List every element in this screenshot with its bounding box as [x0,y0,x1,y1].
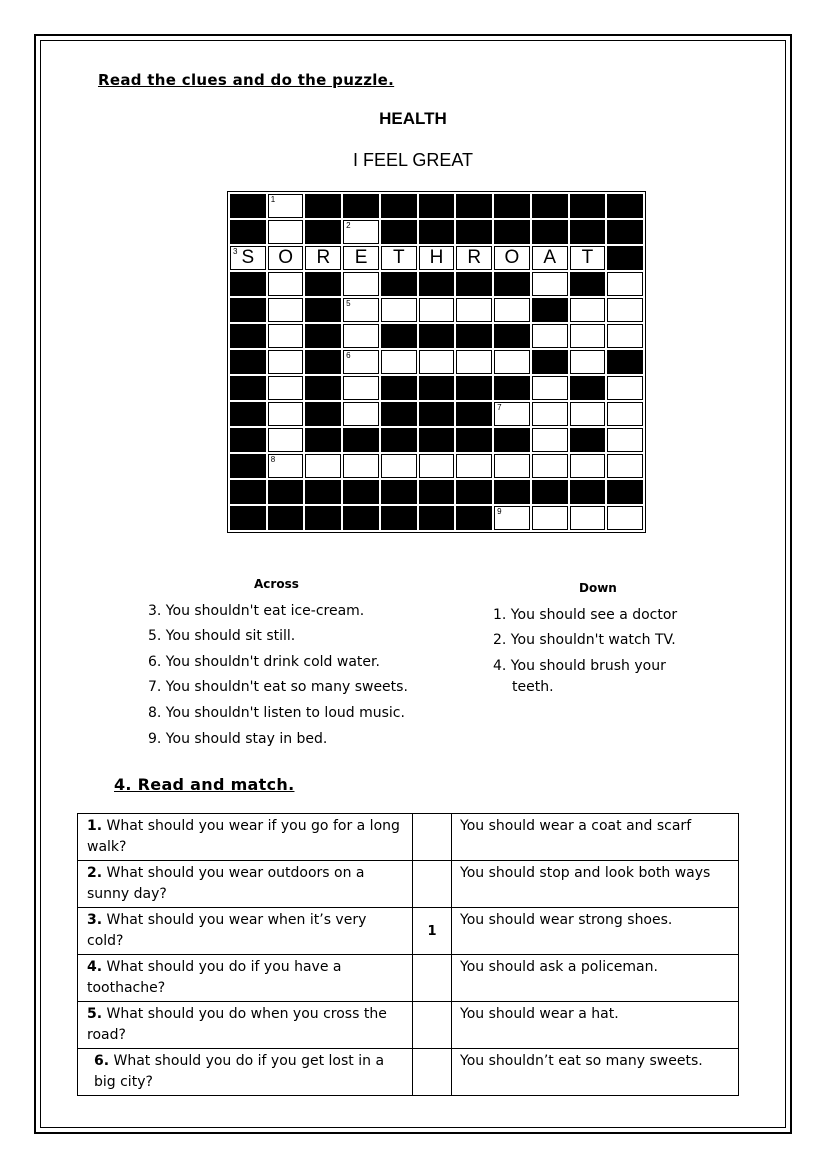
question-number: 4. [87,959,103,975]
table-row [78,1049,739,1096]
question-text: What should you do when you cross the road? [87,1006,387,1043]
crossword-cell[interactable] [268,428,304,452]
answer-cell: You shouldn’t eat so many sweets. [452,1049,739,1096]
crossword-cell[interactable] [381,246,417,270]
crossword-block [305,324,341,348]
answer-cell: You should wear a coat and scarf [452,814,739,861]
crossword-cell[interactable] [570,454,606,478]
crossword-block [570,428,606,452]
crossword-cell[interactable] [456,350,492,374]
crossword-block [305,402,341,426]
crossword-block [305,350,341,374]
crossword-block [230,272,266,296]
crossword-block [607,480,643,504]
crossword-cell[interactable] [268,298,304,322]
crossword-block [532,350,568,374]
crossword-cell[interactable] [456,298,492,322]
answer-cell: You should wear strong shoes. [452,908,739,955]
crossword-block [230,428,266,452]
crossword-block [456,506,492,530]
clue-number: 5 [346,299,351,308]
crossword-cell[interactable] [607,272,643,296]
crossword-block [494,376,530,400]
crossword-cell[interactable] [419,246,455,270]
crossword-cell[interactable] [570,298,606,322]
crossword-block [268,480,304,504]
crossword-cell[interactable] [532,246,568,270]
crossword-cell[interactable] [532,272,568,296]
crossword-block [305,480,341,504]
worksheet-subtitle: I FEEL GREAT [352,150,474,170]
down-clue: teeth. [512,679,554,695]
crossword-block [570,194,606,218]
crossword-block [456,220,492,244]
down-heading: Down [579,581,617,595]
question-number: 5. [87,1006,103,1022]
crossword-block [494,324,530,348]
clue-number: 1 [270,195,276,204]
question-cell [78,1002,413,1049]
crossword-block [532,480,568,504]
crossword-cell[interactable] [268,220,304,244]
crossword-cell[interactable] [305,454,341,478]
crossword-cell[interactable] [494,350,530,374]
crossword-block [532,298,568,322]
crossword-cell[interactable] [532,402,568,426]
question-cell [78,908,413,955]
crossword-block [419,376,455,400]
crossword-block [419,428,455,452]
crossword-cell[interactable] [268,194,304,218]
crossword-block [570,480,606,504]
crossword-block [343,506,379,530]
crossword-cell[interactable] [343,246,379,270]
crossword-block [230,194,266,218]
answer-box[interactable] [413,861,452,908]
question-text: What should you wear if you go for a long walk? [87,818,400,855]
crossword-block [419,220,455,244]
crossword-cell[interactable] [607,376,643,400]
crossword-block [570,272,606,296]
crossword-cell[interactable] [570,402,606,426]
table-row [78,955,739,1002]
crossword-block [268,506,304,530]
crossword-cell[interactable] [268,324,304,348]
crossword-block [494,220,530,244]
crossword-block [230,402,266,426]
crossword-cell[interactable] [268,376,304,400]
crossword-block [230,298,266,322]
crossword-block [494,272,530,296]
crossword-block [230,480,266,504]
crossword-block [570,220,606,244]
crossword-block [381,480,417,504]
crossword-cell[interactable] [494,454,530,478]
crossword-cell[interactable] [268,350,304,374]
crossword-cell[interactable] [607,298,643,322]
crossword-block [305,298,341,322]
crossword-block [494,428,530,452]
answer-box[interactable] [413,1049,452,1096]
question-text: What should you do if you get lost in a big city? [94,1053,385,1090]
crossword-block [381,428,417,452]
crossword-letter: H [429,247,444,268]
question-text: What should you wear outdoors on a sunny day? [87,865,365,902]
crossword-block [305,506,341,530]
crossword-block [343,428,379,452]
crossword-block [419,272,455,296]
across-clue: 8. You shouldn't listen to loud music. [148,705,405,721]
across-clue: 5. You should sit still. [148,628,296,644]
crossword-block [456,428,492,452]
answer-cell: You should stop and look both ways [452,861,739,908]
crossword-block [607,194,643,218]
question-number: 6. [94,1053,110,1069]
crossword-block [456,324,492,348]
clue-number: 8 [270,455,276,464]
crossword-letter: R [316,247,331,268]
table-row [78,908,739,955]
crossword-block [419,480,455,504]
match-table [77,813,739,1096]
crossword-letter: R [467,247,482,268]
crossword-block [343,194,379,218]
across-clue: 7. You shouldn't eat so many sweets. [148,679,408,695]
question-number: 1. [87,818,103,834]
crossword-cell[interactable] [494,506,530,530]
instruction-heading: Read the clues and do the puzzle. [98,71,395,89]
crossword-cell[interactable] [607,454,643,478]
crossword-block [607,350,643,374]
question-number: 3. [87,912,103,928]
crossword-cell[interactable] [494,246,530,270]
crossword-block [305,194,341,218]
crossword-cell[interactable] [381,298,417,322]
crossword-block [381,402,417,426]
question-cell [78,1049,413,1096]
crossword-cell[interactable] [494,298,530,322]
crossword-block [230,350,266,374]
down-clue: 1. You should see a doctor [493,607,678,623]
question-cell [78,955,413,1002]
crossword-block [570,376,606,400]
crossword-block [456,194,492,218]
crossword-block [230,220,266,244]
crossword-cell[interactable] [570,324,606,348]
crossword-block [456,402,492,426]
crossword-cell[interactable] [419,454,455,478]
crossword-block [607,220,643,244]
crossword-block [381,324,417,348]
crossword-block [305,220,341,244]
crossword-cell[interactable] [343,350,379,374]
question-text: What should you wear when it’s very cold? [87,912,367,949]
crossword-cell[interactable] [419,350,455,374]
crossword-cell[interactable] [532,428,568,452]
down-clue: 2. You shouldn't watch TV. [493,632,676,648]
crossword-letter: A [543,247,557,268]
crossword-block [456,376,492,400]
crossword-cell[interactable] [343,454,379,478]
answer-cell: You should wear a hat. [452,1002,739,1049]
clue-number: 7 [497,403,502,412]
crossword-cell[interactable] [607,402,643,426]
crossword-block [305,272,341,296]
question-cell [78,861,413,908]
answer-box[interactable] [413,1002,452,1049]
crossword-block [305,428,341,452]
crossword-cell[interactable] [532,454,568,478]
crossword-cell[interactable] [607,506,643,530]
crossword-cell[interactable] [570,246,606,270]
crossword-cell[interactable] [532,324,568,348]
crossword-letter: O [504,247,520,268]
crossword-cell[interactable] [268,402,304,426]
crossword-block [381,376,417,400]
crossword-cell[interactable] [268,454,304,478]
clue-number: 3 [233,247,238,256]
crossword-block [381,194,417,218]
crossword-cell[interactable] [381,454,417,478]
crossword-letter: E [354,247,368,268]
crossword-cell[interactable] [343,298,379,322]
crossword-block [230,376,266,400]
crossword-cell[interactable] [343,402,379,426]
crossword-block [456,272,492,296]
crossword-letter: T [392,247,405,268]
crossword-block [230,324,266,348]
crossword-letter: S [241,247,255,268]
crossword-letter: T [581,247,594,268]
crossword-cell[interactable] [532,506,568,530]
across-clue: 3. You shouldn't eat ice-cream. [148,603,365,619]
crossword-block [343,480,379,504]
clue-number: 9 [497,507,502,516]
crossword-cell[interactable] [268,246,304,270]
crossword-block [607,246,643,270]
across-clue: 9. You should stay in bed. [148,731,328,747]
crossword-block [230,506,266,530]
down-clue: 4. You should brush your [493,658,666,674]
crossword-cell[interactable] [305,246,341,270]
crossword-block [381,506,417,530]
crossword-block [381,272,417,296]
crossword-letter: O [278,247,293,268]
table-row [78,814,739,861]
crossword-cell[interactable] [570,506,606,530]
crossword-grid [227,191,646,533]
crossword-cell[interactable] [607,428,643,452]
crossword-block [305,376,341,400]
answer-cell: You should ask a policeman. [452,955,739,1002]
crossword-cell[interactable] [343,220,379,244]
crossword-block [494,480,530,504]
crossword-block [456,480,492,504]
crossword-cell[interactable] [532,376,568,400]
answer-box[interactable]: 1 [413,908,452,955]
match-heading: 4. Read and match. [114,775,295,794]
worksheet-title: HEALTH [379,109,447,128]
crossword-cell[interactable] [230,246,266,270]
crossword-block [230,454,266,478]
table-row [78,861,739,908]
question-text: What should you do if you have a toothache? [87,959,342,996]
clue-number: 6 [346,351,351,360]
clue-number: 2 [346,221,351,230]
crossword-cell[interactable] [456,246,492,270]
answer-box[interactable] [413,814,452,861]
crossword-cell[interactable] [570,350,606,374]
crossword-block [532,220,568,244]
crossword-cell[interactable] [343,376,379,400]
crossword-cell[interactable] [419,298,455,322]
question-cell [78,814,413,861]
crossword-cell[interactable] [456,454,492,478]
crossword-block [419,194,455,218]
crossword-block [419,402,455,426]
crossword-block [494,194,530,218]
across-heading: Across [254,577,299,591]
crossword-cell[interactable] [381,350,417,374]
answer-box[interactable] [413,955,452,1002]
crossword-block [419,324,455,348]
across-clue: 6. You shouldn't drink cold water. [148,654,380,670]
crossword-cell[interactable] [343,272,379,296]
crossword-block [532,194,568,218]
crossword-block [381,220,417,244]
crossword-cell[interactable] [607,324,643,348]
question-number: 2. [87,865,103,881]
crossword-cell[interactable] [494,402,530,426]
crossword-cell[interactable] [343,324,379,348]
crossword-cell[interactable] [268,272,304,296]
crossword-block [419,506,455,530]
table-row [78,1002,739,1049]
